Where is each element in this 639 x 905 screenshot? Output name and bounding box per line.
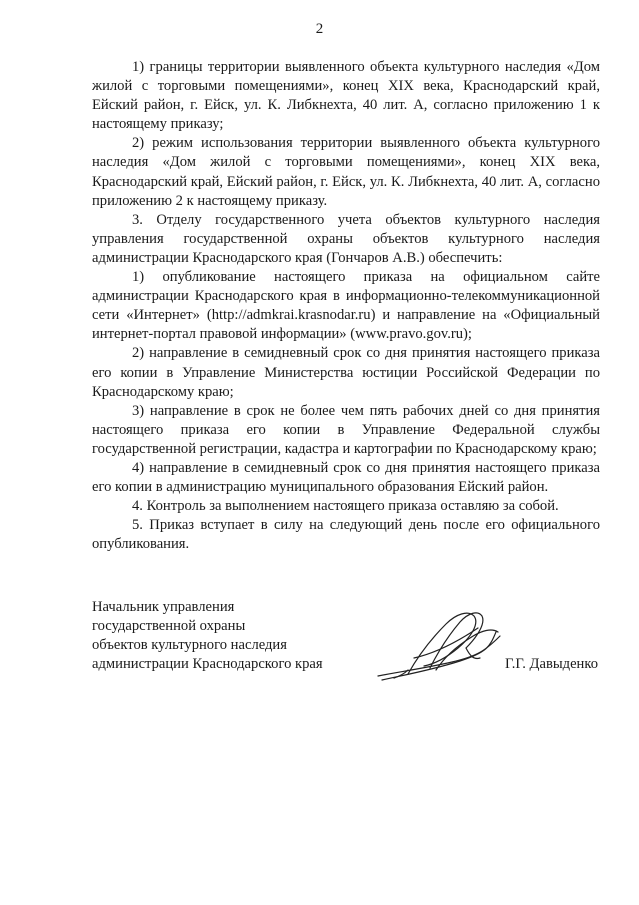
signer-position-line: государственной охраны	[92, 618, 246, 635]
signer-position-line: Начальник управления	[92, 599, 235, 615]
paragraph-control: 4. Контроль за выполнением настоящего приказа оставляю за собой.	[132, 498, 559, 515]
paragraph-rosreestr: 3) направление в срок не более чем пять рабочих дней со дня принятия настоящего приказа его копии в Управление Федеральной службы государственной регистрации, кадастра и картографии по Краснодарскому краю;	[92, 402, 600, 457]
paragraph-department-instruction: 3. Отделу государственного учета объектов культурного наследия управления государственной охраны объектов культурного наследия администрации Краснодарского края (Гончаров А.В.) обеспечить:	[92, 211, 600, 266]
paragraph-territory-usage-regime: 2) режим использования территории выявленного объекта культурного наследия «Дом жилой с торговыми помещениями», конец XIX века, Краснодарский край, Ейский район, г. Ейск, ул. К. Либкнехта, 40 лит. А, согласно приложению 2 к настоящему приказу.	[92, 135, 600, 209]
paragraph-municipal-administration: 4) направление в семидневный срок со дня принятия настоящего приказа его копии в администрацию муниципального образования Ейский район.	[92, 459, 600, 496]
signature-block	[92, 598, 600, 688]
signer-position-line: администрации Краснодарского края	[92, 656, 323, 673]
paragraph-publication: 1) опубликование настоящего приказа на официальном сайте администрации Краснодарского края в информационно-телекоммуникационной сети «Интернет» (http://admkrai.krasnodar.ru) и направление на «Официальный интернет-портал правовой информации» (www.pravo.gov.ru);	[92, 269, 600, 343]
document-body	[92, 58, 600, 554]
page-number: 2	[315, 21, 324, 37]
signer-position-line: объектов культурного наследия	[92, 637, 287, 654]
handwritten-signature	[374, 598, 504, 688]
paragraph-entry-into-force: 5. Приказ вступает в силу на следующий день после его официального опубликования.	[92, 517, 600, 553]
paragraph-territory-boundaries: 1) границы территории выявленного объекта культурного наследия «Дом жилой с торговыми помещениями», конец XIX века, Краснодарский край, Ейский район, г. Ейск, ул. К. Либкнехта, 40 лит. А, согласно приложению 1 к настоящему приказу;	[92, 59, 600, 133]
paragraph-ministry-of-justice: 2) направление в семидневный срок со дня принятия настоящего приказа его копии в Управление Министерства юстиции Российской Федерации по Краснодарскому краю;	[92, 345, 600, 400]
signer-position	[92, 598, 323, 674]
signer-name: Г.Г. Давыденко	[504, 656, 598, 672]
